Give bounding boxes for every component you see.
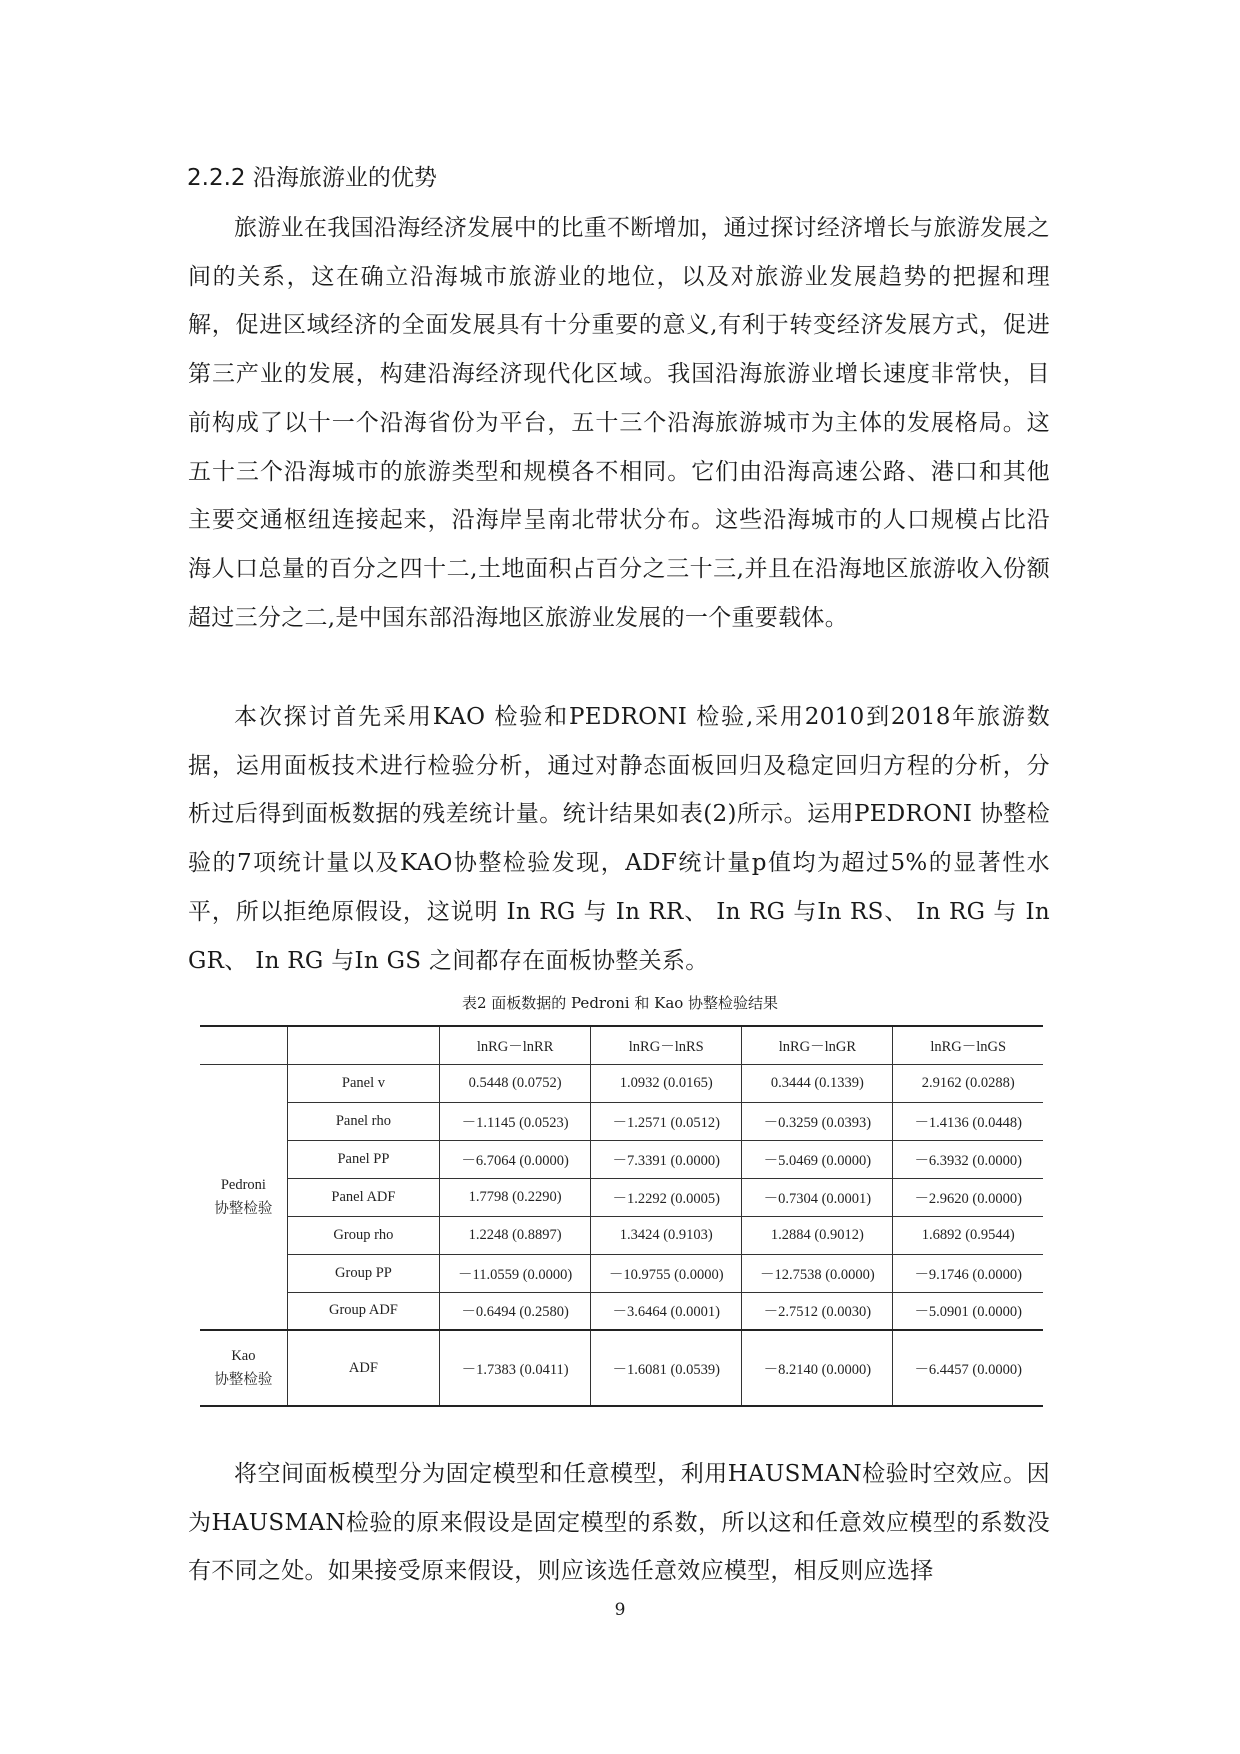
statistic-name: Group PP bbox=[287, 1254, 439, 1292]
table-cell: －5.0901 (0.0000) bbox=[893, 1292, 1043, 1330]
group-label-line: 协整检验 bbox=[214, 1200, 273, 1217]
table-row bbox=[200, 1064, 1043, 1102]
table-cell: －1.2571 (0.0512) bbox=[591, 1102, 742, 1140]
table-row bbox=[200, 1254, 1043, 1292]
table-cell: －9.1746 (0.0000) bbox=[893, 1254, 1043, 1292]
table-cell: －0.7304 (0.0001) bbox=[742, 1178, 893, 1216]
table-row bbox=[200, 1292, 1043, 1330]
table-header-row bbox=[200, 1026, 1043, 1064]
table-cell: －0.6494 (0.2580) bbox=[440, 1292, 591, 1330]
column-header: lnRG－lnGR bbox=[742, 1026, 893, 1064]
table-cell: －0.3259 (0.0393) bbox=[742, 1102, 893, 1140]
table-row bbox=[200, 1330, 1043, 1406]
statistic-name: Panel PP bbox=[287, 1140, 439, 1178]
column-header: lnRG－lnRS bbox=[591, 1026, 742, 1064]
table-row bbox=[200, 1140, 1043, 1178]
body-paragraph: 本次探讨首先采用KAO 检验和PEDRONI 检验,采用2010到2018年旅游数据，运用面板技术进行检验分析，通过对静态面板回归及稳定回归方程的分析，分析过后得到面板数据的残差统计量。统计结果如表(2)所示。运用PEDRONI 协整检验的7项统计量以及KAO协整检验发现，ADF统计量p值均为超过5%的显著性水平，所以拒绝原假设，这说明 In RG 与 In RR、 In RG 与In RS、 In RG 与 In GR、 In RG 与In GS 之间都存在面板协整关系。 bbox=[188, 704, 1050, 974]
table-cell: 0.3444 (0.1339) bbox=[742, 1064, 893, 1102]
table-cell: －6.4457 (0.0000) bbox=[893, 1330, 1043, 1406]
table-cell: 1.3424 (0.9103) bbox=[591, 1216, 742, 1254]
table-cell: －1.2292 (0.0005) bbox=[591, 1178, 742, 1216]
table-cell: －11.0559 (0.0000) bbox=[440, 1254, 591, 1292]
body-paragraph: 将空间面板模型分为固定模型和任意模型，利用HAUSMAN检验时空效应。因为HAUSMAN检验的原来假设是固定模型的系数，所以这和任意效应模型的系数没有不同之处。如果接受原来假设，则应该选任意效应模型，相反则应选择 bbox=[188, 1461, 1050, 1585]
table-cell: 1.2248 (0.8897) bbox=[440, 1216, 591, 1254]
statistic-name: Group rho bbox=[287, 1216, 439, 1254]
table-cell: －1.7383 (0.0411) bbox=[440, 1330, 591, 1406]
table-cell: －2.7512 (0.0030) bbox=[742, 1292, 893, 1330]
table-cell: －6.3932 (0.0000) bbox=[893, 1140, 1043, 1178]
header-blank-cell bbox=[200, 1026, 287, 1064]
table-cell: －2.9620 (0.0000) bbox=[893, 1178, 1043, 1216]
table-row bbox=[200, 1178, 1043, 1216]
statistic-name: ADF bbox=[287, 1330, 439, 1406]
table-cell: －1.1145 (0.0523) bbox=[440, 1102, 591, 1140]
statistic-name: Panel rho bbox=[287, 1102, 439, 1140]
table-cell: 0.5448 (0.0752) bbox=[440, 1064, 591, 1102]
table-cell: －5.0469 (0.0000) bbox=[742, 1140, 893, 1178]
column-header: lnRG－lnGS bbox=[893, 1026, 1043, 1064]
table-cell: －7.3391 (0.0000) bbox=[591, 1140, 742, 1178]
statistic-name: Panel ADF bbox=[287, 1178, 439, 1216]
table-cell: 1.0932 (0.0165) bbox=[591, 1064, 742, 1102]
table-cell: －10.9755 (0.0000) bbox=[591, 1254, 742, 1292]
statistic-name: Panel v bbox=[287, 1064, 439, 1102]
column-header: lnRG－lnRR bbox=[440, 1026, 591, 1064]
statistic-name: Group ADF bbox=[287, 1292, 439, 1330]
group-label-line: Kao bbox=[231, 1348, 256, 1364]
table-cell: －6.7064 (0.0000) bbox=[440, 1140, 591, 1178]
header-blank-cell bbox=[287, 1026, 439, 1064]
table-cell: －12.7538 (0.0000) bbox=[742, 1254, 893, 1292]
group-label-kao bbox=[200, 1330, 287, 1406]
table-caption: 表2 面板数据的 Pedroni 和 Kao 协整检验结果 bbox=[461, 994, 779, 1012]
table-row bbox=[200, 1102, 1043, 1140]
table-cell: 1.7798 (0.2290) bbox=[440, 1178, 591, 1216]
table-cell: －1.4136 (0.0448) bbox=[893, 1102, 1043, 1140]
table-cell: 1.2884 (0.9012) bbox=[742, 1216, 893, 1254]
table-cell: －3.6464 (0.0001) bbox=[591, 1292, 742, 1330]
table-cell: 2.9162 (0.0288) bbox=[893, 1064, 1043, 1102]
cointegration-results-table bbox=[200, 1025, 1043, 1407]
table-cell: 1.6892 (0.9544) bbox=[893, 1216, 1043, 1254]
body-paragraph: 旅游业在我国沿海经济发展中的比重不断增加，通过探讨经济增长与旅游发展之间的关系，这在确立沿海城市旅游业的地位，以及对旅游业发展趋势的把握和理解，促进区域经济的全面发展具有十分重要的意义,有利于转变经济发展方式，促进第三产业的发展，构建沿海经济现代化区域。我国沿海旅游业增长速度非常快，目前构成了以十一个沿海省份为平台，五十三个沿海旅游城市为主体的发展格局。这五十三个沿海城市的旅游类型和规模各不相同。它们由沿海高速公路、港口和其他主要交通枢纽连接起来，沿海岸呈南北带状分布。这些沿海城市的人口规模占比沿海人口总量的百分之四十二,土地面积占百分之三十三,并且在沿海地区旅游收入份额超过三分之二,是中国东部沿海地区旅游业发展的一个重要载体。 bbox=[188, 215, 1050, 631]
table-cell: －1.6081 (0.0539) bbox=[591, 1330, 742, 1406]
table-row bbox=[200, 1216, 1043, 1254]
group-label-line: 协整检验 bbox=[214, 1372, 273, 1388]
table-cell: －8.2140 (0.0000) bbox=[742, 1330, 893, 1406]
page-number: 9 bbox=[614, 1600, 626, 1620]
group-label-pedroni bbox=[200, 1064, 287, 1330]
section-heading: 2.2.2 沿海旅游业的优势 bbox=[187, 165, 437, 191]
group-label-line: Pedroni bbox=[220, 1176, 266, 1193]
